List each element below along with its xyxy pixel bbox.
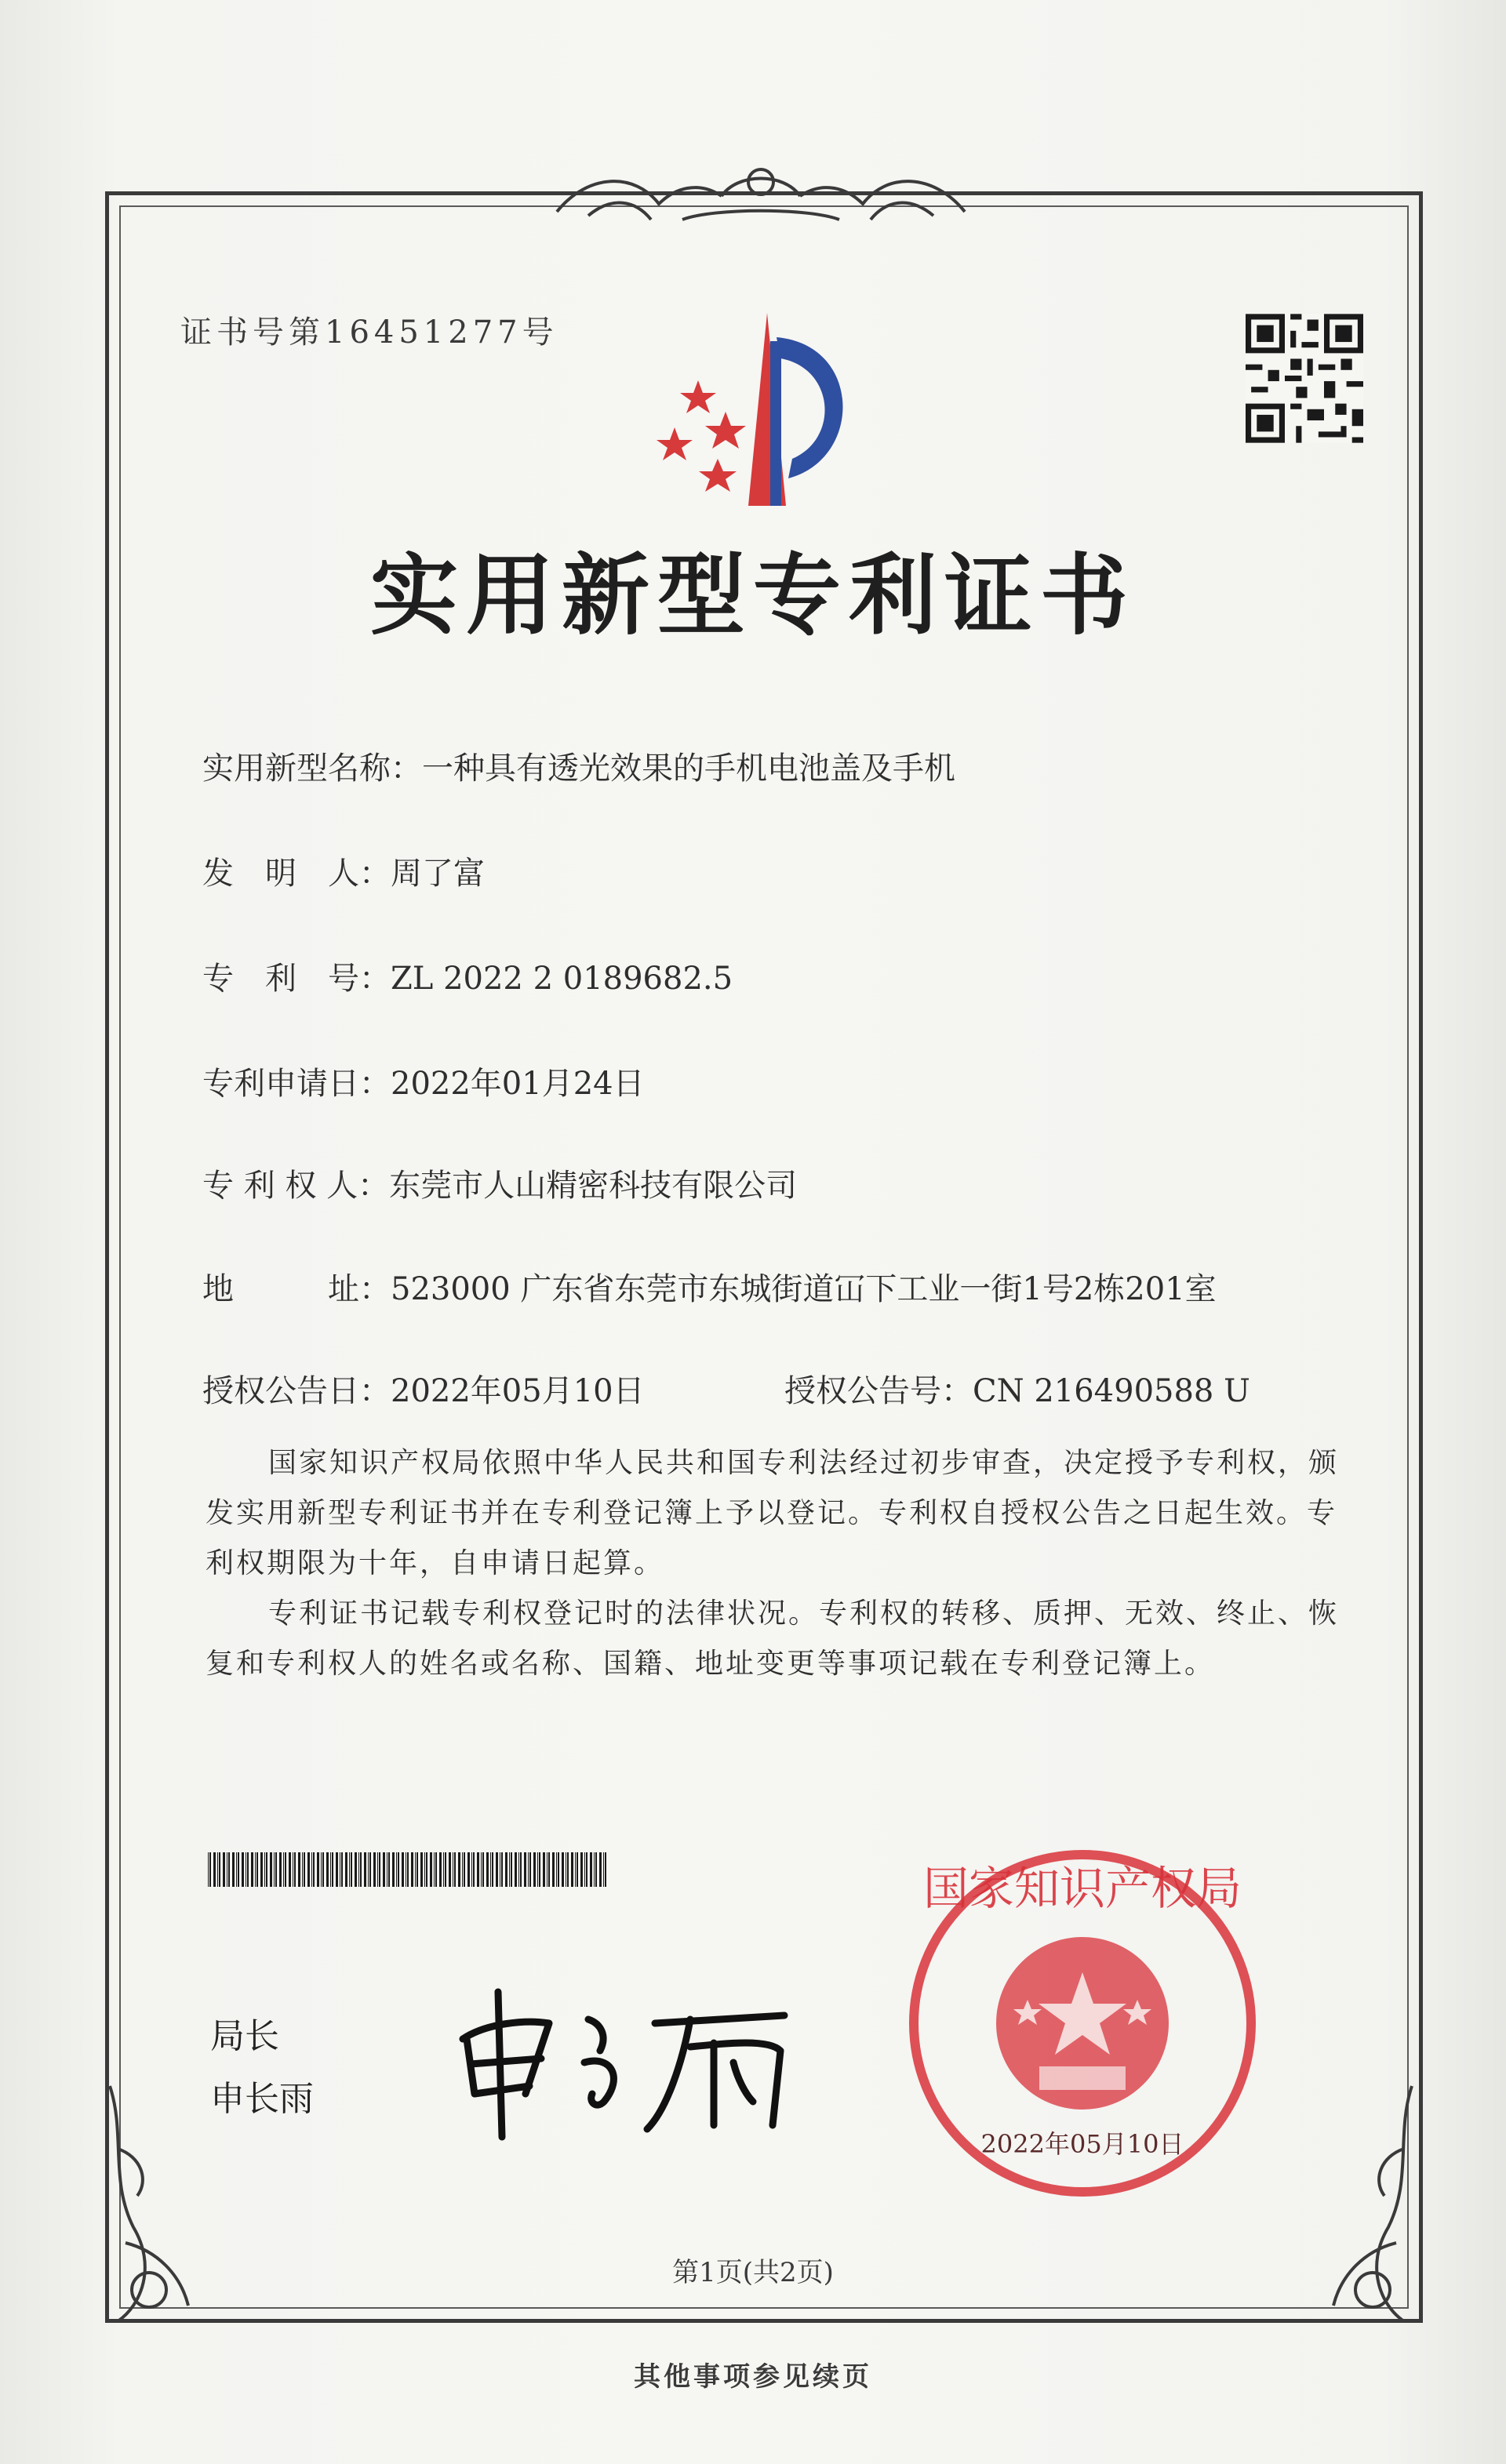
field-label: 实用新型名称： (202, 750, 422, 787)
seal-date: 2022年05月10日 (980, 2129, 1184, 2159)
page-indicator: 第1页(共2页) (672, 2257, 834, 2288)
director-name: 申长雨 (210, 2079, 314, 2119)
field-value: 一种具有透光效果的手机电池盖及手机 (422, 750, 955, 787)
field-value: ZL 2022 2 0189682.5 (391, 961, 733, 997)
legal-paragraph-1: 国家知识产权局依照中华人民共和国专利法经过初步审查，决定授予专利权，颁发实用新型专利证书并在专利登记簿上予以登记。专利权自授权公告之日起生效。专利权期限为十年，自申请日起算。 (206, 1447, 1340, 1579)
certificate-title: 实用新型专利证书 (370, 545, 1136, 647)
field-grant-number (784, 1366, 1250, 1411)
field-label: 发 明 人： (202, 856, 391, 892)
director-signature (455, 1976, 800, 2141)
seal-text: 国家知识产权局 (922, 1862, 1242, 1915)
field-label: 授权公告日： (202, 1373, 391, 1409)
certificate-number: 证书号第16451277号 (180, 314, 558, 351)
field-label: 授权公告号： (784, 1373, 973, 1409)
director-title: 局长 (210, 2016, 279, 2056)
field-value: 东莞市人山精密科技有限公司 (389, 1168, 798, 1204)
field-label: 专 利 号： (202, 961, 391, 997)
field-address (202, 1264, 1217, 1309)
field-value: CN 216490588 U (973, 1373, 1250, 1409)
bottom-right-ornament (1286, 2070, 1428, 2337)
field-value: 2022年05月10日 (391, 1373, 645, 1409)
field-grant-date (202, 1366, 645, 1411)
field-value: 周了富 (391, 856, 485, 892)
field-label: 专利申请日： (202, 1066, 391, 1102)
national-emblem-icon (902, 1843, 1263, 2204)
field-filing-date (202, 1059, 645, 1103)
field-label: 专 利 权 人： (202, 1168, 390, 1204)
field-inventor (202, 849, 485, 893)
patent-logo-icon (651, 310, 886, 514)
field-patent-number (202, 954, 733, 998)
qr-code-icon (1246, 314, 1363, 443)
top-ornament (541, 141, 980, 235)
field-value: 523000 广东省东莞市东城街道冚下工业一街1号2栋201室 (391, 1271, 1217, 1307)
field-utility-model-name (202, 743, 955, 788)
field-value: 2022年01月24日 (391, 1066, 645, 1102)
barcode-icon (208, 1852, 608, 1887)
field-label: 地 址： (202, 1271, 391, 1307)
legal-paragraph-2: 专利证书记载专利权登记时的法律状况。专利权的转移、质押、无效、终止、恢复和专利权人的姓名或名称、国籍、地址变更等事项记载在专利登记簿上。 (206, 1597, 1340, 1680)
field-patentee (202, 1161, 797, 1205)
footer-note: 其他事项参见续页 (634, 2361, 872, 2393)
